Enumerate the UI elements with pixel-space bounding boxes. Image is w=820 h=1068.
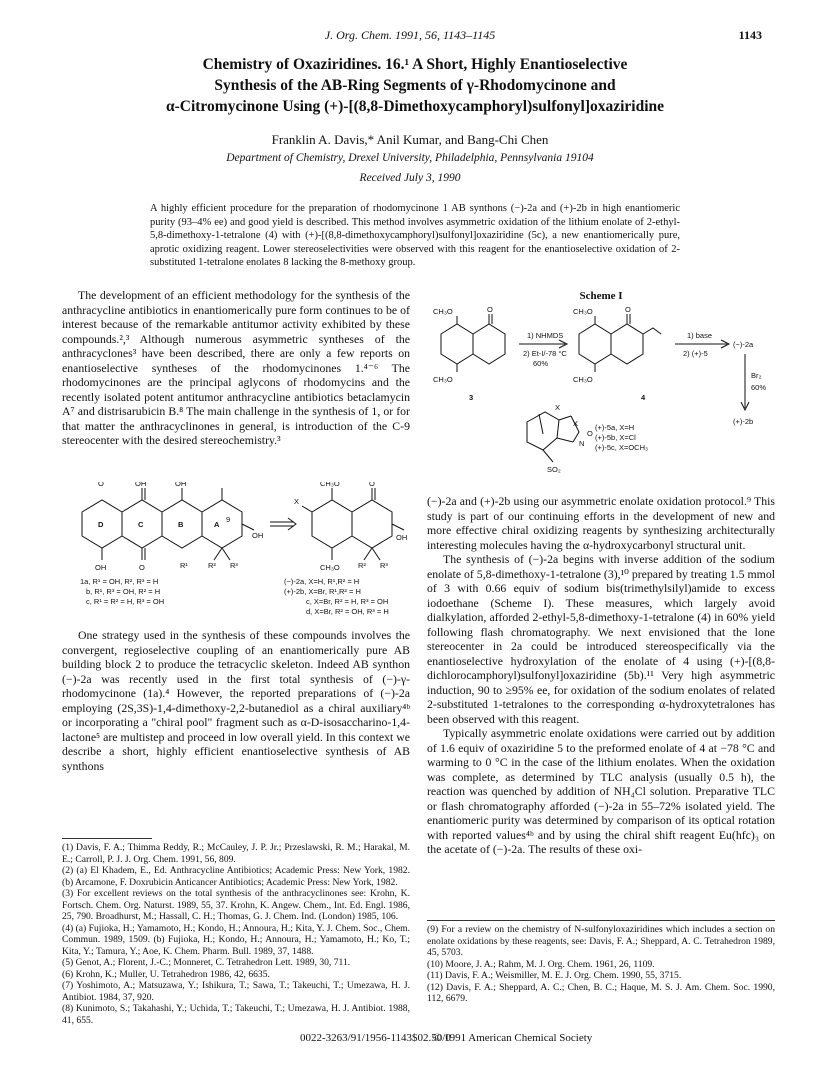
atom-label-o: O <box>139 563 145 572</box>
received-date: Received July 3, 1990 <box>359 172 461 184</box>
atom-label-och3: CH₃O <box>320 563 340 572</box>
atom-label-r2: R² <box>208 561 216 570</box>
footnote: (7) Yoshimoto, A.; Matsuzawa, Y.; Ishikura, T.; Sawa, T.; Takeuchi, T.; Umezawa, H. J. Antibiot. 1984, 37, 920. <box>62 980 410 1003</box>
reagent-step-yield: 60% <box>533 359 549 368</box>
compound-1-label: c, R¹ = R² = H, R³ = OH <box>86 597 165 606</box>
footnote: (1) Davis, F. A.; Thimma Reddy, R.; McCauley, J. P. Jr.; Przeslawski, R. M.; Harakal, M. E.; Carroll, P. J. J. Org. Chem. 1991, 56, 809. <box>62 842 410 865</box>
paragraph: One strategy used in the synthesis of these compounds involves the convergent, regioselective coupling of an enantiomerically pure AB building block 2 to produce the tetracyclic skeleton. Indeed AB synthon (−)-2a was recently used in the first total synthesis of (−)-γ-rhodomycinone (1a).⁴ However, the reported preparations of (−)-2a employing (2S,3S)-1,4-dimethoxy-2,2-butanediol as a chiral auxiliary⁴ᵇ or incorporating a "chiral pool" fragment such as α-D-isosaccharino-1,4-lactone⁵ are multistep and proceed in low overall yield. In this context we describe a short, highly efficient enantioselective synthesis of AB synthons <box>62 628 410 773</box>
scheme-title: Scheme I <box>579 290 623 302</box>
oxaziridine-label: (+)-5a, X=H <box>595 423 635 432</box>
paragraph: (−)-2a and (+)-2b using our asymmetric enolate oxidation protocol.⁹ This study is part of our continuing efforts in the development of new and more effective chiral oxidizing reagents by synthesizing architecturally interesting molecules having the α-hydroxycarbonyl structural unit. <box>427 494 775 552</box>
footer-issn: 0022-3263/91/1956-1143$02.50/0 <box>300 1032 451 1044</box>
atom-label-x: X <box>555 403 561 412</box>
footnote: (11) Davis, F. A.; Weismiller, M. E. J. Org. Chem. 1990, 55, 3715. <box>427 970 682 981</box>
paragraph: The development of an efficient methodology for the synthesis of the anthracycline antibiotics in enantiomerically pure form continues to be of interest because of the remarkable antitumor activity exhibited by these compounds.²,³ Although numerous asymmetric syntheses of the anthracyclones³ have been described, there are only a few reports on enantioselective syntheses of the rhodomycinones 1.⁴⁻⁶ The rhodomycinones are the principal aglycons of rhodomycins and the recently isolated potent antitumor anthracycline antibiotics betaclamycin A⁷ and distrisarubicin B.⁸ The main challenge in the synthesis of 1, or for that matter the anthracyclinones in general, is introduction of the C-9 stereocenter with the desired stereochemistry.³ <box>62 288 410 447</box>
atom-label-oh: OH <box>175 482 187 488</box>
authors: Franklin A. Davis,* Anil Kumar, and Bang-Chi Chen <box>271 132 549 147</box>
ring-label-c: C <box>138 520 144 529</box>
atom-label-o: O <box>487 305 493 314</box>
compound-2-label: (+)-2b, X=Br, R¹,R² = H <box>284 587 361 596</box>
page-number: 1143 <box>738 28 762 42</box>
reagent-step: 2) Et-I/-78 °C <box>523 349 567 358</box>
right-column-body <box>427 494 775 857</box>
title-line: Synthesis of the AB-Ring Segments of γ-Rhodomycinone and <box>214 77 616 94</box>
compound-4-number: 4 <box>641 393 646 402</box>
compound-3-number: 3 <box>469 393 474 402</box>
footnote: (6) Krohn, K.; Muller, U. Tetrahedron 1986, 42, 6635. <box>62 968 270 980</box>
footnote: (8) Kunimoto, S.; Takahashi, Y.; Uchida, T.; Takeuchi, T.; Umezawa, H. J. Antibiot. 1988, 41, 655. <box>62 1003 410 1026</box>
ring-label-b: B <box>178 520 184 529</box>
reagent-step: 1) base <box>687 331 713 340</box>
footnote: (2) (a) El Khadem, E., Ed. Anthracycline Antibiotics; Academic Press: New York, 1982. (b) Arcamone, F. Doxrubicin Anticancer Antibiotics; Academic Press: New York, 1982. <box>62 865 410 888</box>
bromination-reagent: Br₂ <box>751 371 762 380</box>
atom-label-n: N <box>579 439 585 448</box>
footnote: (10) Moore, J. A.; Rahm, M. J. Org. Chem. 1961, 26, 1109. <box>427 958 655 970</box>
article-title <box>70 54 760 117</box>
atom-label-oh: OH <box>396 533 408 542</box>
title-line: α-Citromycinone Using (+)-[(8,8-Dimethoxycamphoryl)sulfonyl]oxaziridine <box>165 98 665 115</box>
oxaziridine-label: (+)-5c, X=OCH₃ <box>595 443 649 452</box>
compound-2-label: d, X=Br, R² = OH, R³ = H <box>306 607 389 616</box>
reagent-step: 2) (+)-5 <box>683 349 708 358</box>
atom-label-och3: CH₃O <box>573 375 593 384</box>
title-line: Chemistry of Oxaziridines. 16.¹ A Short, Highly Enantioselective <box>202 56 628 73</box>
atom-label-x: X <box>573 419 579 428</box>
compound-2-label: c, X=Br, R² = H, R³ = OH <box>306 597 389 606</box>
paragraph: The synthesis of (−)-2a begins with inverse addition of the sodium enolate of 5,8-dimethoxy-1-tetralone (3),¹⁰ prepared by treating 1.5 mmol of 3 with 0.66 equiv of sodium bis(trimethylsilyl)amide to excess iodoethane (Scheme I). These measures, which largely avoid dialkylation, afforded 2-ethyl-5,8-dimethoxy-1-tetralone (4) in 60% yield following flash chromatography. We next envisioned that the lone stereocenter in 2a could be introduced stereospecifically via the enantioselective hydroxylation of the enolate of 4 using (+)-[(8,8-dichlorocamphoryl)sulfonyl]oxaziridine (5b).¹¹ Very high asymmetric induction, 90 to ≥95% ee, for oxidation of the sodium enolates of related 2-substituted 1-tetralones to the corresponding α-hydroxytetralones has been observed with this reagent. <box>427 552 775 726</box>
journal-citation-header: J. Org. Chem. 1991, 56, 1143–1145 <box>324 28 496 42</box>
atom-label-r2: R² <box>358 561 366 570</box>
left-column-strategy <box>62 628 410 773</box>
atom-label-och3: CH₃O <box>320 482 340 488</box>
atom-label-oh: OH <box>252 531 264 540</box>
atom-label-o: O <box>369 482 375 488</box>
atom-label-och3: CH₃O <box>433 307 453 316</box>
footer-copyright: © 1991 American Chemical Society <box>433 1032 593 1044</box>
atom-label-r3: R³ <box>230 561 238 570</box>
ring-label-a: A <box>214 520 220 529</box>
atom-label-o: O <box>625 305 631 314</box>
compound-2-label: (−)-2a, X=H, R¹,R² = H <box>284 577 360 586</box>
oxaziridine-label: (+)-5b, X=Cl <box>595 433 636 442</box>
footnote: (12) Davis, F. A.; Sheppard, A. C.; Chen, B. C.; Haque, M. S. J. Am. Chem. Soc. 1990, 112, 6679. <box>427 981 775 1004</box>
atom-label-oh: OH <box>135 482 147 488</box>
footnote: (9) For a review on the chemistry of N-sulfonyloxaziridines which includes a section on enolate oxidations by these reagents, see: Davis, F. A.; Sheppard, A. C. Tetrahedron 1989, 45, 5703. <box>427 924 775 958</box>
atom-label-so2: SO₂ <box>547 465 561 474</box>
product-2a-label: (−)-2a <box>733 340 754 349</box>
atom-label-r1: R¹ <box>180 561 188 570</box>
ring-label-d: D <box>98 520 104 529</box>
atom-label-o: O <box>587 429 593 438</box>
footnotes-right <box>427 924 775 1005</box>
atom-label-o: O <box>98 482 104 488</box>
footnotes-left <box>62 842 410 1026</box>
atom-label-oh: OH <box>95 563 107 572</box>
atom-label-r3: R³ <box>380 561 388 570</box>
compound-1-label: 1a, R¹ = OH, R², R³ = H <box>80 577 159 586</box>
compound-1-label: b, R¹, R³ = OH, R² = H <box>86 587 161 596</box>
scheme-1-diagram <box>427 304 775 484</box>
footnote: (3) For excellent reviews on the total synthesis of the anthracyclinones see: Krohn, K. Fortsch. Chem. Org. Naturst. 1989, 55, 37. Krohn, K. Angew. Chem., Int. Ed. Engl. 1986, 25, 790. Broadhurst, M.; Hassall, C. H.; Thomas, G. J. Chem. Ind. (London) 1985, 106. <box>62 888 410 922</box>
atom-label-och3: CH₃O <box>573 307 593 316</box>
footnote-divider <box>62 838 152 839</box>
affiliation: Department of Chemistry, Drexel University, Philadelphia, Pennsylvania 19104 <box>226 152 594 164</box>
reagent-step: 1) NHMDS <box>527 331 564 340</box>
bromination-yield: 60% <box>751 383 767 392</box>
footnote: (5) Genot, A.; Florent, J.-C.; Monneret, C. Tetrahedron Lett. 1989, 30, 711. <box>62 957 351 968</box>
footnote-divider <box>427 920 775 921</box>
paragraph: Typically asymmetric enolate oxidations were carried out by addition of 1.6 equiv of oxaziridine 5 to the preformed enolate of 4 at −78 °C and warming to 0 °C in the case of the lithium enolates. When the oxidation was complete, as determined by TLC analysis (usually 0.5 h), the reaction was quenched by addition of NH₄Cl solution. Preparative TLC or flash chromatography afforded (−)-2a in 55–72% isolated yield. The enantiomeric purity was determined by comparison of its optical rotation with reported values⁴ᵇ and by using the chiral shift reagent Eu(hfc)₃ on the acetate of (−)-2a. The results of these oxi- <box>427 726 775 856</box>
atom-label-och3: CH₃O <box>433 375 453 384</box>
atom-label-x: X <box>294 497 300 506</box>
product-2b-label: (+)-2b <box>733 417 754 426</box>
rhodomycinone-structures-figure <box>62 482 410 618</box>
atom-label-c9: 9 <box>226 515 231 524</box>
left-column-intro <box>62 288 410 448</box>
footnote: (4) (a) Fujioka, H.; Yamamoto, H.; Kondo, H.; Annoura, H.; Kita, Y. J. Chem. Soc., Chem. Commun. 1989, 1509. (b) Fujioka, H.; Kondo, H.; Annoura, H.; Yamamoto, H.; Ko, T.; Kita, Y.; Tamura, Y.; Aoe, K. Chem. Pharm. Bull. 1989, 37, 1488. <box>62 922 410 957</box>
abstract: A highly efficient procedure for the preparation of rhodomycinone 1 AB synthons (−)-2a and (+)-2b in high enantiomeric purity (93–4% ee) and good yield is described. This method involves asymmetric oxidation of the lithium enolate of 2-ethyl-5,8-dimethoxy-1-tetralone (4) with (+)-[(8,8-dimethoxycamphoryl)sulfonyl]oxaziridine (5c), a new enantiomerically pure, aprotic oxidizing reagent. Lower stereoselectivities were observed with this reagent for the enantioselective oxidation of 2-substituted 1-tetralone enolates 8 lacking the 8-methoxy group. <box>150 203 680 268</box>
